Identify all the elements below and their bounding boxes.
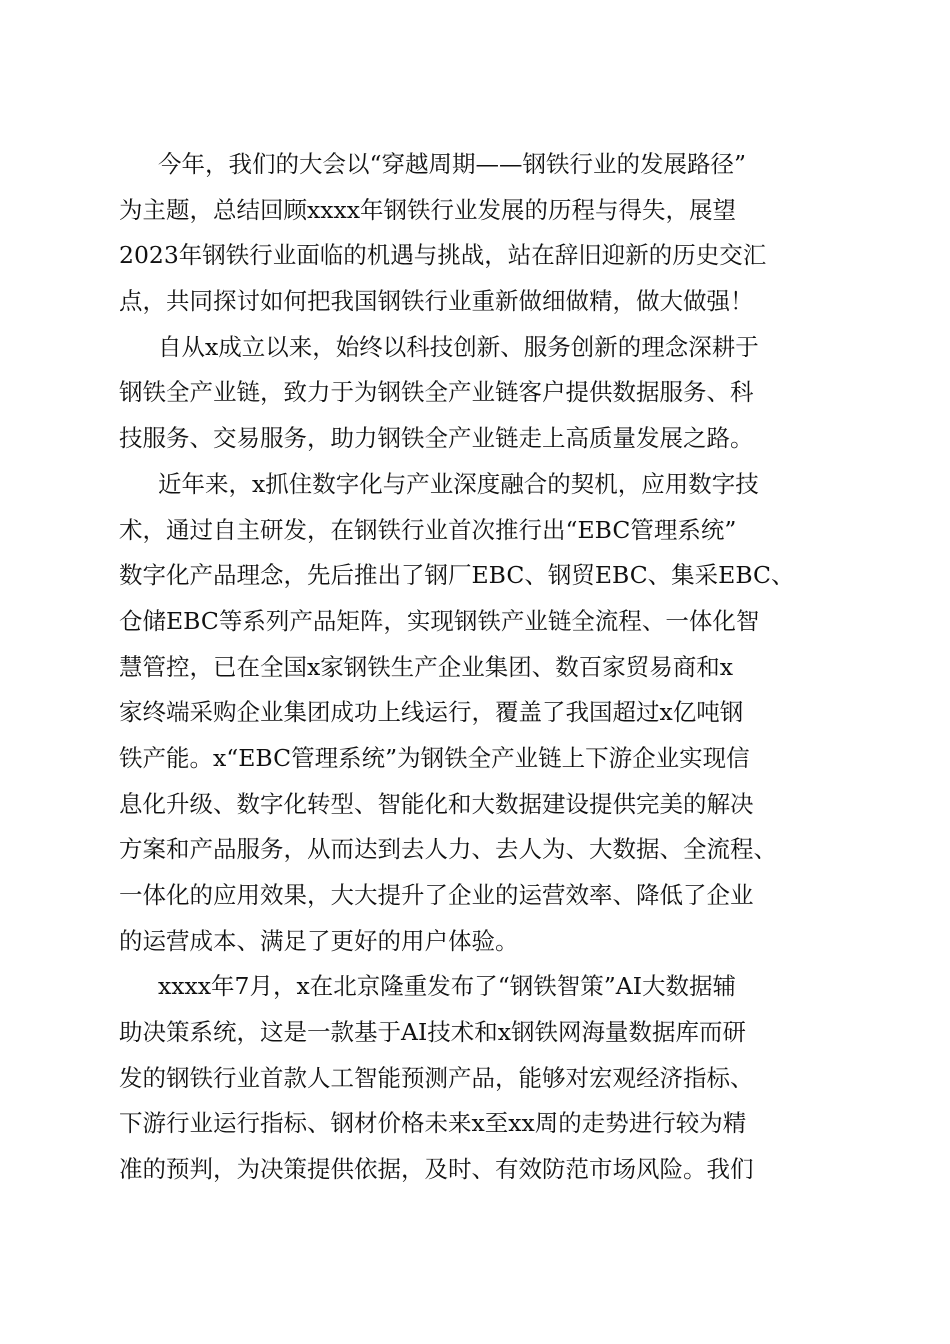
text-line: 一体化的应用效果，大大提升了企业的运营效率、降低了企业 xyxy=(119,881,754,909)
text-line: 数字化产品理念，先后推出了钢厂EBC、钢贸EBC、集采EBC、 xyxy=(119,561,795,590)
text-line: 术，通过自主研发，在钢铁行业首次推行出“EBC管理系统” xyxy=(119,515,737,544)
paragraph-company-intro xyxy=(119,325,835,462)
text-line: 的运营成本、满足了更好的用户体验。 xyxy=(119,926,519,955)
text-line: 家终端采购企业集团成功上线运行，覆盖了我国超过x亿吨钢 xyxy=(119,698,744,727)
text-line: 准的预判，为决策提供依据，及时、有效防范市场风险。我们 xyxy=(119,1155,754,1184)
text-line: 慧管控，已在全国x家钢铁生产企业集团、数百家贸易商和x xyxy=(119,652,734,681)
text-line: 下游行业运行指标、钢材价格未来x至xx周的走势进行较为精 xyxy=(119,1109,747,1138)
document-body xyxy=(119,142,835,1193)
text-line: 铁产能。x“EBC管理系统”为钢铁全产业链上下游企业实现信 xyxy=(119,743,750,772)
text-line: 助决策系统，这是一款基于AI技术和x钢铁网海量数据库而研 xyxy=(119,1018,747,1047)
text-line: 自从x成立以来，始终以科技创新、服务创新的理念深耕于 xyxy=(158,332,759,361)
text-line: 技服务、交易服务，助力钢铁全产业链走上高质量发展之路。 xyxy=(119,424,754,453)
text-line: 今年，我们的大会以“穿越周期——钢铁行业的发展路径” xyxy=(158,150,747,178)
text-line: 发的钢铁行业首款人工智能预测产品，能够对宏观经济指标、 xyxy=(119,1063,754,1092)
text-line: 为主题，总结回顾xxxx年钢铁行业发展的历程与得失，展望 xyxy=(119,195,737,224)
text-line: 仓储EBC等系列产品矩阵，实现钢铁产业链全流程、一体化智 xyxy=(119,606,760,635)
text-line: 钢铁全产业链，致力于为钢铁全产业链客户提供数据服务、科 xyxy=(119,378,754,407)
text-line: 2023年钢铁行业面临的机遇与挑战，站在辞旧迎新的历史交汇 xyxy=(119,241,767,270)
paragraph-ai-decision xyxy=(119,964,835,1192)
text-line: xxxx年7月，x在北京隆重发布了“钢铁智策”AI大数据辅 xyxy=(158,972,736,1001)
paragraph-theme xyxy=(119,142,835,325)
paragraph-ebc-system xyxy=(119,462,835,965)
text-line: 点，共同探讨如何把我国钢铁行业重新做细做精，做大做强！ xyxy=(119,287,754,316)
text-line: 近年来，x抓住数字化与产业深度融合的契机，应用数字技 xyxy=(158,469,759,498)
text-line: 息化升级、数字化转型、智能化和大数据建设提供完美的解决 xyxy=(119,789,754,818)
text-line: 方案和产品服务，从而达到去人力、去人为、大数据、全流程、 xyxy=(119,835,777,864)
